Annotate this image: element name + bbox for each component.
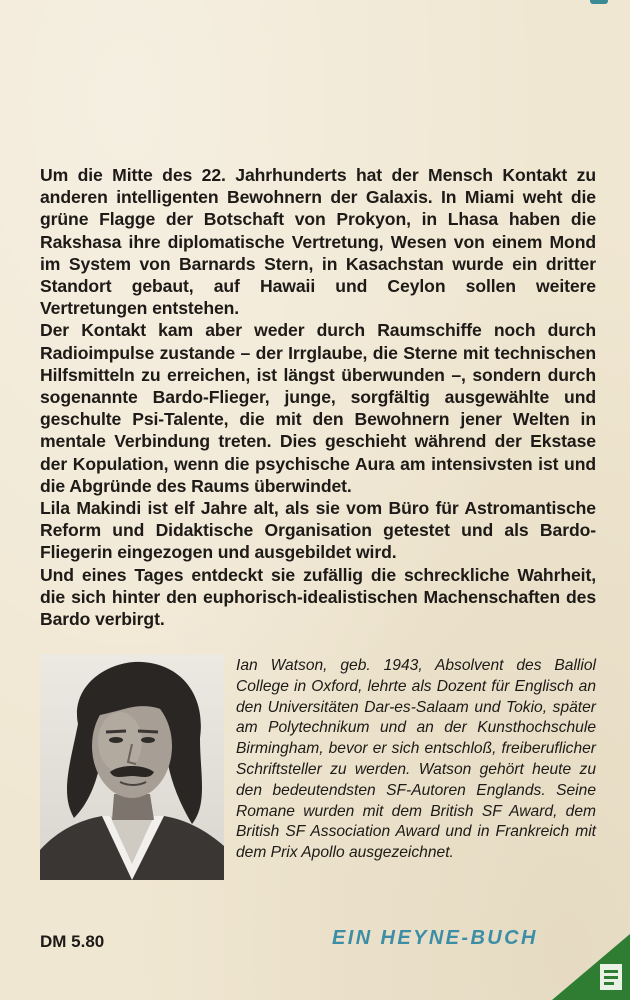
publisher-logo-text: EIN HEYNE-BUCH <box>332 927 538 949</box>
blurb-paragraph-2: Der Kontakt kam aber weder durch Raumschiffe noch durch Radioimpulse zustande – der Irrglaube, die Sterne mit technischen Hilfsmitteln zu erreichen, ist längst überwunden –, sondern durch sogenannte Bardo-Flieger, junge, sorgfältig ausgewählte und geschulte Psi-Talente, die mit den Bewohnern jener Welten in mentale Verbindung treten. Dies geschieht während der Ekstase der Kopulation, wenn die psychische Aura am intensivsten ist und die Abgründe des Raums überwindet. <box>40 320 596 496</box>
price-label: DM 5.80 <box>40 932 105 951</box>
blurb-paragraph-1: Um die Mitte des 22. Jahrhunderts hat der Mensch Kontakt zu anderen intelligenten Bewohnern der Galaxis. In Miami weht die grüne Flagge der Botschaft von Prokyon, in Lhasa haben die Rakshasa ihre diplomatische Vertretung, Wesen von einem Mond im System von Barnards Stern, in Kasachstan wurde ein dritter Standort gebaut, auf Hawaii und Ceylon sollen weitere Vertretungen entstehen. <box>40 165 596 319</box>
teal-edge-mark <box>590 0 608 4</box>
blurb-text <box>40 164 596 630</box>
blurb-paragraph-3: Lila Makindi ist elf Jahre alt, als sie vom Büro für Astromantische Reform und Didaktische Organisation getestet und als Bardo-Fliegerin eingezogen und ausgebildet wird. <box>40 498 596 563</box>
author-bio: Ian Watson, geb. 1943, Absolvent des Balliol College in Oxford, lehrte als Dozent für Englisch an den Universitäten Dar-es-Salaam und Tokio, später am Polytechnikum und an der Kunsthochschule Birmingham, bevor er sich entschloß, freiberuflicher Schriftsteller zu werden. Watson gehört heute zu den bedeutendsten SF-Autoren Englands. Seine Romane wurden mit dem British SF Award, dem British SF Association Award und in Frankreich mit dem Prix Apollo ausgezeichnet. <box>236 657 596 862</box>
author-photo <box>40 654 224 880</box>
author-photo-icon <box>40 654 224 880</box>
watermark-icon <box>552 934 630 1000</box>
blurb-paragraph-4: Und eines Tages entdeckt sie zufällig die schreckliche Wahrheit, die sich hinter den euphorisch-idealistischen Machenschaften des Bardo verbirgt. <box>40 564 596 630</box>
